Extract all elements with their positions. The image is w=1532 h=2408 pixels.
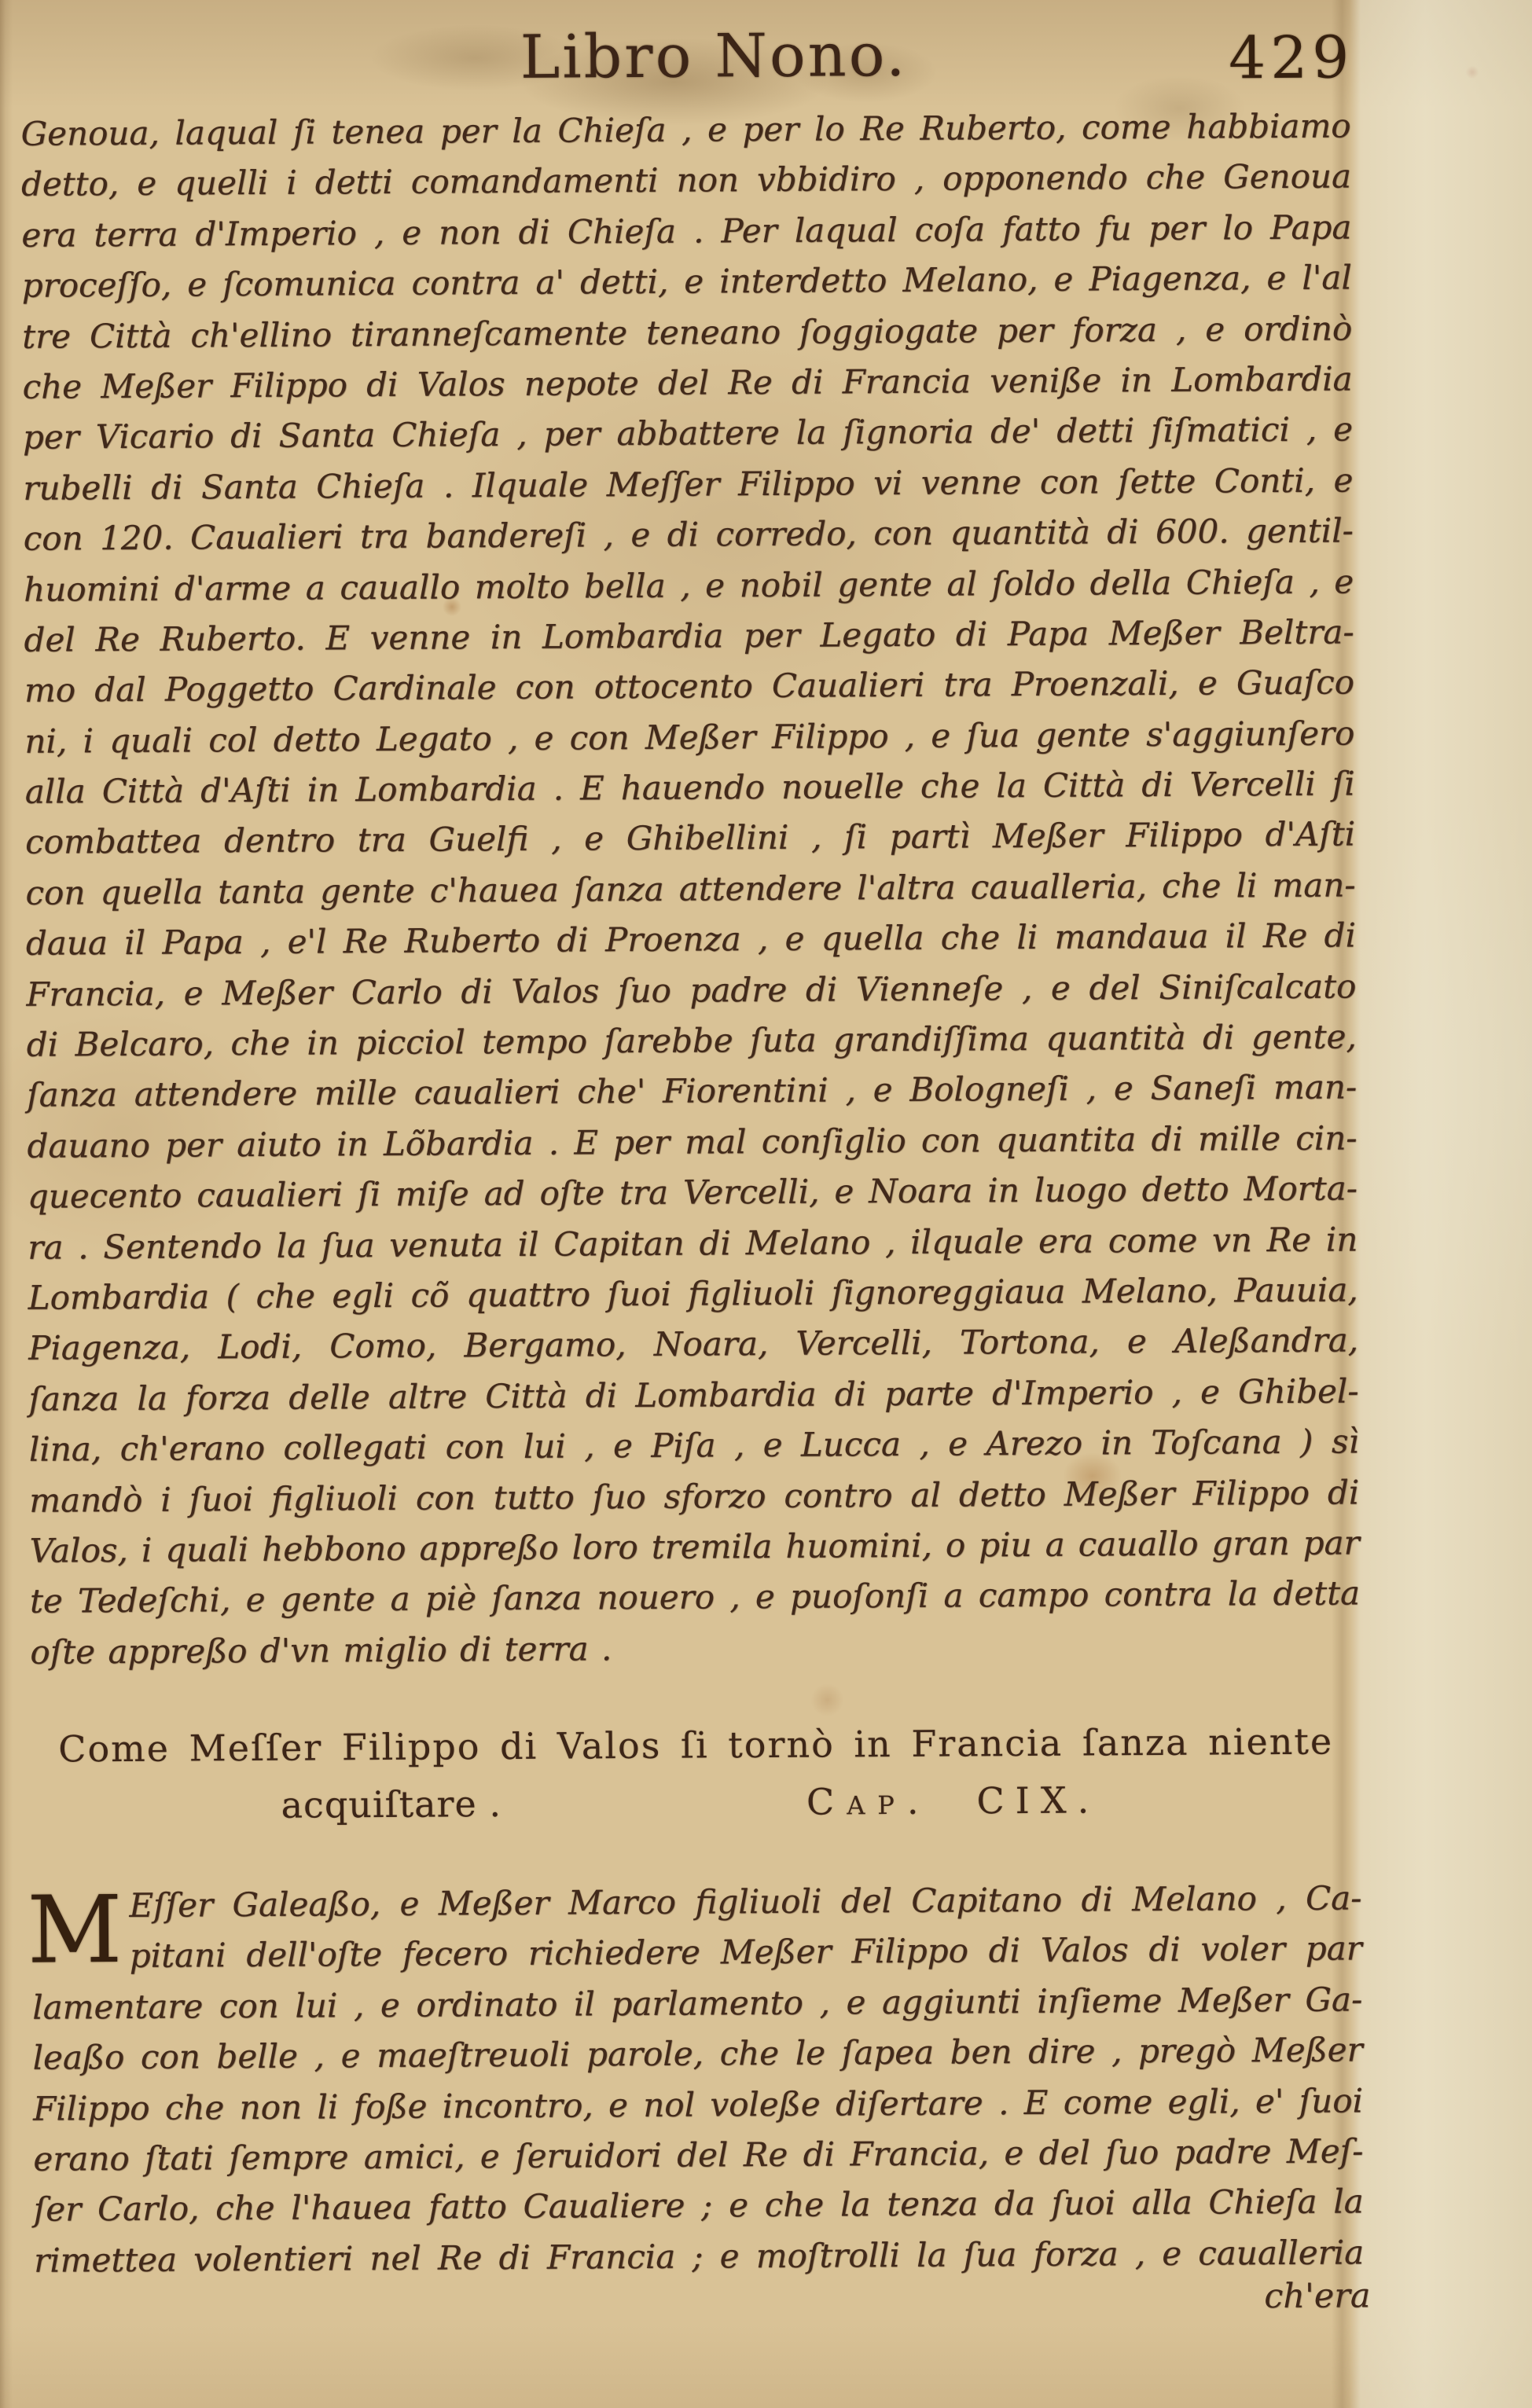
text-line: huomini d'arme a cauallo molto bella , e nobil gente al ſoldo della Chieſa , e — [24, 561, 1354, 609]
text-line: te Tedeſchi, e gente a piè ſanza nouero , e puoſonſi a campo contra la detta — [29, 1573, 1361, 1621]
page-number: 429 — [1228, 24, 1354, 93]
chapter-numeral: CIX. — [976, 1778, 1100, 1823]
text-line: Valos, i quali hebbono appreßo loro tremila huomini, o piu a cauallo gran par — [29, 1523, 1360, 1570]
chapter-heading-line2 — [31, 1770, 1361, 1834]
text-line: che Meßer Filippo di Valos nepote del Re di Francia veniße in Lombardia — [22, 359, 1353, 406]
chapter-paragraph — [27, 1873, 1365, 2285]
text-line: quecento caualieri ſi miſe ad oſte tra Vercelli, e Noara in luogo detto Morta- — [27, 1169, 1358, 1216]
text-line: oſte appreßo d'vn miglio di terra . — [30, 1628, 612, 1672]
text-line: di Belcaro, che in picciol tempo ſarebbe ſuta grandiſſima quantità di gente, — [26, 1017, 1357, 1064]
text-line: ſanza attendere mille caualieri che' Fiorentini , e Bologneſi , e Saneſi man- — [26, 1067, 1357, 1115]
text-line: lina, ch'erano collegati con lui , e Piſa , e Lucca , e Arezo in Toſcana ) sì — [28, 1422, 1360, 1469]
text-line: del Re Ruberto. E venne in Lombardia per Legato di Papa Meßer Beltra- — [24, 612, 1354, 659]
running-header — [20, 17, 1351, 95]
text-line: erano ſtati ſempre amici, e ſeruidori del Re di Francia, e del ſuo padre Meſ- — [33, 2131, 1364, 2179]
chapter-heading-word: acquiſtare . — [281, 1782, 502, 1826]
paragraph-continuation — [20, 101, 1360, 1677]
text-line: leaßo con belle , e maeſtreuoli parole, che le ſapea ben dire , pregò Meßer — [32, 2030, 1363, 2077]
text-line: proceſſo, e ſcomunica contra a' detti, e interdetto Melano, e Piagenza, e l'al — [21, 258, 1352, 305]
catchword: ch'era — [1264, 2276, 1371, 2317]
drop-cap: M — [27, 1875, 123, 1984]
text-line: lamentare con lui , e ordinato il parlamento , e aggiunti inſieme Meßer Ga- — [32, 1980, 1363, 2027]
text-line: Piagenza, Lodi, Como, Bergamo, Noara, Vercelli, Tortona, e Aleßandra, — [28, 1320, 1359, 1368]
text-line: daua il Papa , e'l Re Ruberto di Proenza , e quella che li mandaua il Re di — [25, 916, 1357, 963]
text-line: Eſſer Galeaßo, e Meßer Marco figliuoli del Capitano di Melano , Ca- — [129, 1878, 1362, 1925]
text-line: tre Città ch'ellino tiranneſcamente teneano ſoggiogate per forza , e ordinò — [22, 308, 1353, 356]
text-line: per Vicario di Santa Chieſa , per abbattere la ſignoria de' detti ſiſmatici , e — [22, 409, 1354, 457]
chapter-label: Cap. — [806, 1779, 931, 1823]
text-line: rimettea volentieri nel Re di Francia ; e moſtrolli la ſua forza , e caualleria — [34, 2233, 1365, 2280]
text-line: pitani dell'oſte fecero richiedere Meßer Filippo di Valos di voler par — [129, 1929, 1362, 1976]
text-line: ſer Carlo, che l'hauea fatto Caualiere ; e che la tenza da ſuoi alla Chieſa la — [33, 2182, 1364, 2230]
text-line: Genoua, laqual ſi tenea per la Chieſa , e per lo Re Ruberto, come habbiamo — [20, 106, 1351, 153]
text-line: ni, i quali col detto Legato , e con Meßer Filippo , e ſua gente s'aggiunſero — [24, 714, 1355, 761]
text-line: con 120. Caualieri tra bandereſi , e di corredo, con quantità di 600. gentil- — [23, 511, 1354, 558]
text-line: combattea dentro tra Guelfi , e Ghibellini , ſi partì Meßer Filippo d'Aſti — [25, 814, 1356, 862]
text-line: rubelli di Santa Chieſa . Ilquale Meſſer Filippo vi venne con ſette Conti, e — [23, 461, 1354, 508]
text-line: dauano per aiuto in Lõbardia . E per mal conſiglio con quantita di mille cin- — [27, 1118, 1357, 1165]
running-title: Libro Nono. — [520, 19, 908, 92]
text-line: Francia, e Meßer Carlo di Valos ſuo padre di Vienneſe , e del Siniſcalcato — [26, 967, 1357, 1014]
chapter-heading — [31, 1712, 1361, 1834]
text-line: ſanza la forza delle altre Città di Lombardia di parte d'Imperio , e Ghibel- — [28, 1371, 1359, 1419]
text-line: con quella tanta gente c'hauea ſanza attendere l'altra caualleria, che li man- — [25, 865, 1356, 912]
text-line: era terra d'Imperio , e non di Chieſa . Per laqual coſa fatto fu per lo Papa — [21, 207, 1352, 255]
text-line: Filippo che non li foße incontro, e nol voleße diſertare . E come egli, e' ſuoi — [32, 2080, 1364, 2128]
text-line: Lombardia ( che egli cõ quattro ſuoi figliuoli ſignoreggiaua Melano, Pauuia, — [28, 1270, 1358, 1317]
text-line: mandò i ſuoi figliuoli con tutto ſuo sforzo contro al detto Meßer Filippo di — [29, 1472, 1360, 1520]
text-line: mo dal Poggetto Cardinale con ottocento Caualieri tra Proenzali, e Guaſco — [24, 663, 1355, 710]
text-line: alla Città d'Aſti in Lombardia . E hauendo nouelle che la Città di Vercelli ſi — [24, 764, 1355, 811]
chapter-heading-text: Come Meſſer Filippo di Valos ſi tornò in Francia ſanza niente — [58, 1720, 1334, 1771]
text-line: ra . Sentendo la ſua venuta il Capitan di Melano , ilquale era come vn Re in — [28, 1219, 1358, 1267]
text-line: detto, e quelli i detti comandamenti non vbbidiro , opponendo che Genoua — [20, 156, 1352, 204]
